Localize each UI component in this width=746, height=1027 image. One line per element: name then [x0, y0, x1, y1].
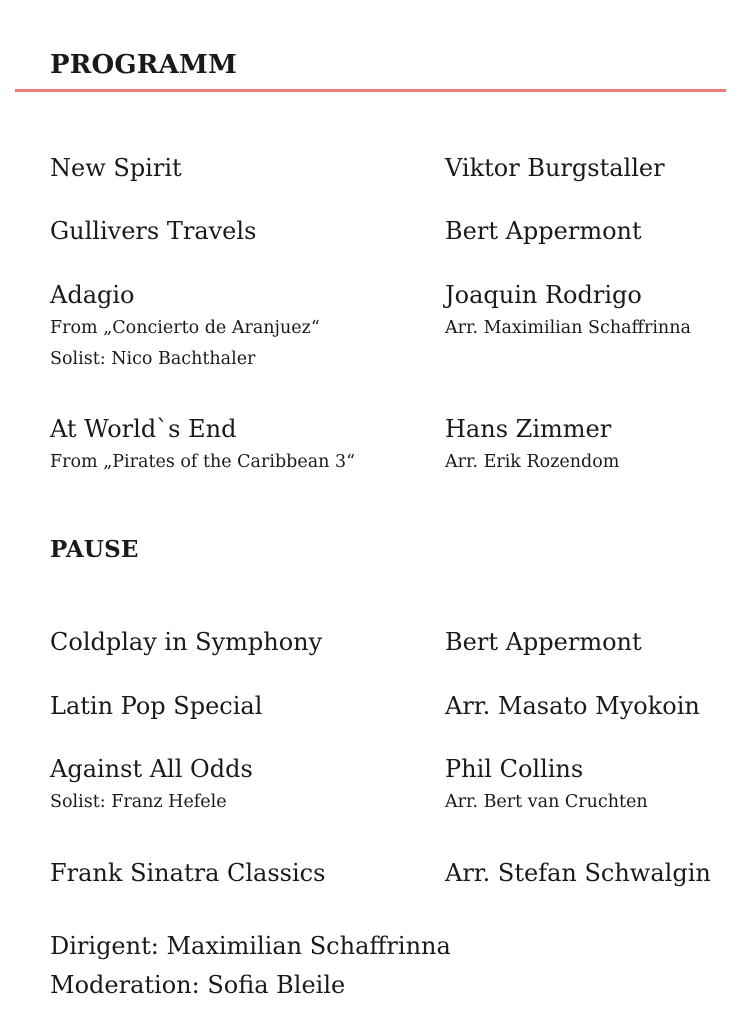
piece-title: New Spirit: [50, 154, 182, 182]
composer-column: [445, 219, 740, 243]
piece-title: Adagio: [50, 281, 135, 309]
composer-name: Arr. Masato Myokoin: [445, 692, 700, 720]
piece-title: Frank Sinatra Classics: [50, 859, 326, 887]
composer-column: [445, 281, 740, 338]
piece-column: [50, 281, 430, 369]
arranger-note: Arr. Bert van Cruchten: [445, 792, 648, 812]
composer-name: Joaquin Rodrigo: [445, 281, 642, 309]
composer-name: Arr. Stefan Schwalgin: [445, 859, 711, 887]
composer-name: Hans Zimmer: [445, 415, 612, 443]
piece-column: [50, 219, 430, 243]
composer-name: Bert Appermont: [445, 217, 642, 245]
composer-name: Phil Collins: [445, 755, 584, 783]
piece-title: Latin Pop Special: [50, 692, 263, 720]
page-title: PROGRAMM: [50, 50, 237, 80]
composer-name: Viktor Burgstaller: [445, 154, 665, 182]
composer-column: [445, 755, 740, 812]
arranger-note: Arr. Maximilian Schaffrinna: [445, 318, 691, 338]
piece-column: [50, 861, 430, 885]
piece-title: Gullivers Travels: [50, 217, 257, 245]
piece-title: Against All Odds: [50, 755, 253, 783]
pause-heading: PAUSE: [50, 536, 139, 563]
conductor-line: Dirigent: Maximilian Schaffrinna: [50, 932, 451, 960]
moderation-line: Moderation: Sofia Bleile: [50, 971, 346, 999]
composer-column: [445, 156, 740, 180]
composer-column: [445, 861, 740, 885]
piece-note: From „Pirates of the Caribbean 3“: [50, 452, 356, 472]
piece-title: At World`s End: [50, 415, 237, 443]
arranger-note: Arr. Erik Rozendom: [445, 452, 620, 472]
composer-column: [445, 630, 740, 654]
composer-column: [445, 415, 740, 472]
piece-note: Solist: Nico Bachthaler: [50, 349, 256, 369]
piece-column: [50, 630, 430, 654]
composer-column: [445, 694, 740, 718]
piece-column: [50, 755, 430, 812]
piece-column: [50, 694, 430, 718]
piece-note: From „Concierto de Aranjuez“: [50, 318, 320, 338]
title-divider: [15, 89, 726, 92]
piece-column: [50, 156, 430, 180]
composer-name: Bert Appermont: [445, 628, 642, 656]
piece-note: Solist: Franz Hefele: [50, 792, 227, 812]
piece-title: Coldplay in Symphony: [50, 628, 323, 656]
piece-column: [50, 415, 430, 472]
